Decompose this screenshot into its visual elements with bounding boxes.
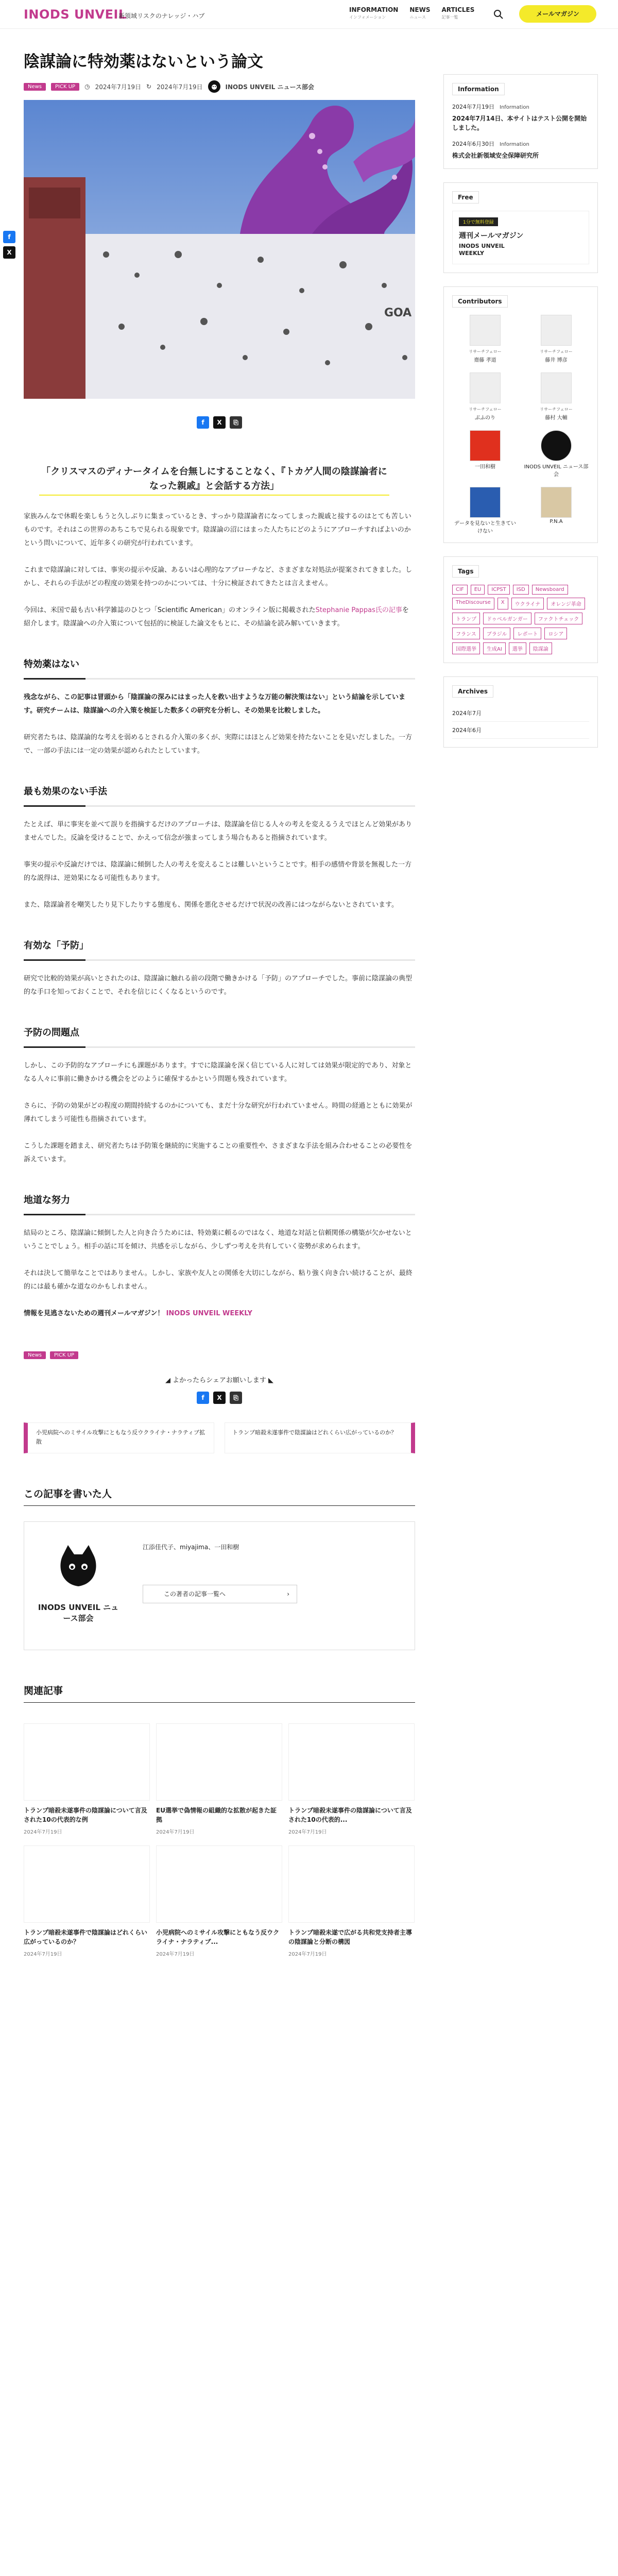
related-title: EU選挙で偽情報の組織的な拡散が起きた証拠	[156, 1807, 277, 1824]
contributor-photo	[470, 315, 501, 346]
paragraph: しかし、この予防的なアプローチにも課題があります。すでに陰謀論を深く信じている人に対しては効果が限定的であり、対象となる人々に事前に働きかける機会をどのように確保するかという問題も残されています。	[24, 1062, 412, 1083]
tag-link[interactable]: ブラジル	[483, 628, 511, 639]
next-article-link[interactable]: トランプ暗殺未遂事件で陰謀論はどれくらい広がっているのか？	[225, 1422, 415, 1453]
contributor[interactable]	[452, 487, 518, 534]
share-prompt-text: よかったらシェアお願いします	[173, 1377, 266, 1385]
category-tag[interactable]: News	[24, 1351, 46, 1359]
thumbnail	[24, 1845, 150, 1923]
free-badge: 1分で無料登録	[459, 217, 498, 226]
info-title: 株式会社新領域安全保障研究所	[452, 152, 539, 159]
info-date: 2024年6月30日	[452, 141, 494, 147]
tag-link[interactable]: トランプ	[452, 613, 480, 624]
author-avatar	[208, 80, 220, 93]
cta-link[interactable]: INODS UNVEIL WEEKLY	[166, 1310, 252, 1318]
info-date: 2024年7月19日	[452, 104, 494, 110]
contributor[interactable]	[523, 372, 589, 421]
share-section	[24, 1375, 415, 1404]
tag-link[interactable]: ICPST	[488, 585, 509, 595]
refresh-icon: ↻	[146, 83, 152, 91]
contributor[interactable]	[523, 430, 589, 478]
share-bar	[24, 1392, 415, 1404]
prev-next-nav	[24, 1422, 415, 1453]
related-card[interactable]	[24, 1723, 150, 1835]
related-card[interactable]	[288, 1845, 415, 1957]
paragraph: また、陰謀論者を嘲笑したり見下したりする態度も、関係を悪化させるだけで状況の改善にはつながらないとされています。	[24, 901, 398, 909]
box-heading: Contributors	[452, 295, 508, 308]
info-category: Information	[500, 142, 529, 147]
related-date: 2024年7月19日	[24, 1952, 62, 1958]
svg-text:GOA: GOA	[384, 307, 412, 320]
tag-link[interactable]: ファクトチェック	[535, 613, 583, 624]
paragraph: それは決して簡単なことではありません。しかし、家族や友人との関係を大切にしながら、粘り強く向き合い続けることが、最終的には最も確かな道なのかもしれません。	[24, 1269, 413, 1291]
share-bar	[24, 416, 415, 429]
tag-link[interactable]: ドゥベルガンガー	[483, 613, 531, 624]
contributor[interactable]	[523, 487, 589, 534]
nav-sublabel: インフォメーション	[349, 15, 386, 20]
contributor-name: P.N.A	[550, 518, 563, 524]
contributor-photo	[541, 487, 572, 518]
box-heading: Tags	[452, 565, 479, 578]
contributor-role: リサーチフェロー	[469, 349, 502, 354]
box-heading: Free	[452, 191, 479, 204]
related-heading: 関連記事	[24, 1683, 415, 1703]
newsletter-banner[interactable]	[452, 211, 589, 264]
related-date: 2024年7月19日	[288, 1829, 327, 1836]
author-avatar	[50, 1537, 107, 1594]
copy-link-icon[interactable]: ⎘	[230, 1392, 242, 1404]
tag-link[interactable]: 陰謀論	[529, 642, 552, 654]
related-title: 小児病院へのミサイル攻撃にともなう反ウクライナ・ナラティブ...	[156, 1929, 280, 1946]
facebook-share-icon[interactable]: f	[3, 231, 15, 243]
author-box-name[interactable]: INODS UNVEIL ニュース部会	[38, 1603, 119, 1623]
nav-news[interactable]	[409, 6, 430, 20]
contributor-name: INODS UNVEIL ニュース部会	[524, 464, 589, 478]
article-title: 陰謀論に特効薬はないという論文	[24, 53, 263, 71]
hero-image	[24, 100, 415, 399]
tag-link[interactable]: オレンジ革命	[547, 598, 585, 609]
contributor[interactable]	[452, 372, 518, 421]
related-title: トランプ暗殺未遂で広がる共和党支持者主導の陰謀論と分断の構図	[288, 1929, 413, 1946]
related-title: トランプ暗殺未遂事件の陰謀論について言及された10の代表的...	[288, 1807, 412, 1824]
article-body	[24, 510, 415, 1320]
article-lead: 「クリスマスのディナータイムを台無しにすることなく、『トカゲ人間の陰謀論者になった親戚』と会話する方法」	[39, 465, 389, 496]
contributor-photo	[541, 315, 572, 346]
contributor-role: リサーチフェロー	[540, 349, 573, 354]
paragraph: これまで陰謀論に対しては、事実の提示や反論、あるいは心理的なアプローチなど、さまざまな対処法が提案されてきました。しかし、それらの手法がどの程度の効果を持つのかについては、十分に検証されてきたとは言えません。	[24, 566, 413, 588]
updated-date: 2024年7月19日	[157, 83, 203, 91]
contributor-name: ぶふのり	[475, 415, 495, 421]
thumbnail	[156, 1845, 282, 1923]
related-card[interactable]	[156, 1723, 282, 1835]
text-run: 今回は、米国で最も古い科学雑誌のひとつ「Scientific American」のオンライン版に掲載された	[24, 606, 316, 615]
nav-label: INFORMATION	[349, 6, 399, 13]
mail-magazine-button[interactable]: メールマガジン	[519, 5, 596, 23]
info-title: 2024年7月14日、本サイトはテスト公開を開始しました。	[452, 115, 587, 131]
category-tag[interactable]: PICK UP	[50, 1351, 78, 1359]
nav-sublabel: ニュース	[409, 15, 426, 20]
article-meta	[24, 80, 415, 93]
tag-cloud	[452, 585, 589, 654]
x-share-icon[interactable]: X	[3, 246, 15, 259]
related-title: トランプ暗殺未遂事件の陰謀論について言及された10の代表的な例	[24, 1807, 147, 1824]
contributor-role: リサーチフェロー	[540, 406, 573, 412]
tag-link[interactable]: フランス	[452, 628, 480, 639]
contributor-photo	[470, 430, 501, 461]
info-item[interactable]	[452, 140, 589, 160]
tag-link[interactable]: CIF	[452, 585, 468, 595]
thumbnail	[288, 1723, 415, 1801]
site-tagline: 新領域リスクのナレッジ・ハブ	[118, 12, 205, 20]
section-heading: 地道な努力	[24, 1191, 415, 1215]
author-name[interactable]: INODS UNVEIL ニュース部会	[225, 83, 314, 91]
author-members: 江添佳代子、miyajima、一田和樹	[143, 1544, 239, 1551]
published-date: 2024年7月19日	[95, 83, 142, 91]
nav-label: NEWS	[409, 6, 431, 13]
paragraph: たとえば、単に事実を並べて誤りを指摘するだけのアプローチは、陰謀論を信じる人々の考えを変えるうえでほとんど効果がありませんでした。反論を受けることで、かえって信念が強まってしまう場合もあると指摘されています。	[24, 821, 413, 842]
clock-icon: ◷	[84, 83, 90, 91]
tag-link[interactable]: 生成AI	[483, 642, 506, 654]
section-heading: 有効な「予防」	[24, 937, 415, 961]
main-nav	[349, 6, 474, 20]
information-box	[443, 74, 598, 169]
chevron-right-icon: ›	[287, 1590, 289, 1598]
info-category: Information	[500, 105, 529, 110]
category-tag[interactable]: PICK UP	[51, 83, 79, 91]
sidebar	[443, 74, 598, 761]
contributors-box	[443, 286, 598, 543]
related-card[interactable]	[24, 1845, 150, 1957]
category-tag[interactable]: News	[24, 83, 46, 91]
tag-link[interactable]: ウクライナ	[511, 598, 544, 609]
author-articles-button-label: この著者の記事一覧へ	[164, 1590, 226, 1598]
tag-link[interactable]: ISD	[513, 585, 529, 595]
related-date: 2024年7月19日	[288, 1952, 327, 1958]
tag-link[interactable]: 国際選挙	[452, 642, 480, 654]
archive-link[interactable]: 2024年6月	[452, 722, 589, 739]
section-heading: 最も効果のない手法	[24, 783, 415, 807]
article-tags	[24, 1351, 415, 1359]
related-card[interactable]	[156, 1845, 282, 1957]
contributor-name: 一田和樹	[475, 464, 495, 470]
nav-label: ARTICLES	[441, 6, 475, 13]
facebook-share-icon[interactable]: f	[197, 416, 209, 429]
box-heading: Archives	[452, 685, 493, 698]
source-link[interactable]: Stephanie Pappas氏の記事	[315, 606, 402, 615]
tag-link[interactable]: Newsboard	[532, 585, 568, 595]
section-heading: 予防の問題点	[24, 1024, 415, 1048]
box-heading: Information	[452, 83, 505, 95]
contributor-name: データを見ないと生きていけない	[454, 520, 516, 534]
contributor-name: 齋藤 孝道	[474, 357, 496, 363]
related-date: 2024年7月19日	[156, 1829, 195, 1836]
newsletter-cta	[24, 1307, 415, 1320]
related-grid	[24, 1723, 415, 1957]
contributor-role: リサーチフェロー	[469, 406, 502, 412]
free-box	[443, 182, 598, 273]
paragraph: さらに、予防の効果がどの程度の期間持続するのかについても、まだ十分な研究が行われていません。時間の経過とともに効果が薄れてしまう可能性も指摘されています。	[24, 1102, 413, 1124]
paragraph: 残念ながら、この記事は冒頭から「陰謀論の深みにはまった人を救い出すような万能の解決策はない」という結論を示しています。研究チームは、陰謀論への介入策を検証した数多くの研究を分析し、その効果を比較しました。	[24, 693, 406, 715]
prev-article-link[interactable]: 小児病院へのミサイル攻撃にともなう反ウクライナ・ナラティブ拡散	[24, 1422, 214, 1453]
cta-text: 情報を見逃さないための週刊メールマガジン！	[24, 1310, 164, 1318]
contributor[interactable]	[452, 430, 518, 478]
facebook-share-icon[interactable]: f	[197, 1392, 209, 1404]
text-run: を紹介します。陰謀論への介入策について包括的に検証した論文をもとに、その結論を読み解いていきます。	[24, 606, 409, 628]
share-prompt: ◢ よかったらシェアお願いします ◣	[165, 1377, 274, 1385]
archive-link[interactable]: 2024年7月	[452, 705, 589, 722]
related-title: トランプ暗殺未遂事件で陰謀論はどれくらい広がっているのか？	[24, 1929, 148, 1946]
paragraph: 結局のところ、陰謀論に傾倒した人と向き合うためには、特効薬に頼るのではなく、地道な対話と信頼関係の構築が欠かせないということでしょう。相手の話に耳を傾け、共感を示しながら、少しずつ考えを共有していく姿勢が求められます。	[24, 1229, 412, 1251]
paragraph: 研究者たちは、陰謀論的な考えを弱めるとされる介入策の多くが、実際にはほとんど効果を持たないことを見いだしました。一方で、一部の手法には一定の効果が認められたとしています。	[24, 734, 413, 755]
tag-link[interactable]: TheDiscourse	[452, 598, 494, 609]
contributor-photo	[470, 372, 501, 403]
archives-box	[443, 676, 598, 748]
contributors-grid	[452, 315, 589, 534]
tags-box	[443, 556, 598, 663]
copy-link-icon[interactable]: ⎘	[230, 416, 242, 429]
tag-link[interactable]: ロシア	[544, 628, 567, 639]
paragraph: こうした課題を踏まえ、研究者たちは予防策を継続的に実施することの重要性や、さまざまな手法を組み合わせることの必要性を訴えています。	[24, 1142, 413, 1164]
author-section-heading: この記事を書いた人	[24, 1486, 415, 1506]
paragraph: 研究で比較的効果が高いとされたのは、陰謀論に触れる前の段階で働きかける「予防」のアプローチでした。事前に陰謀論の典型的な手口を知っておくことで、それを信じにくくなるというのです。	[24, 975, 413, 996]
tag-link[interactable]: X	[497, 598, 508, 609]
site-header	[0, 0, 618, 29]
nav-articles[interactable]	[441, 6, 474, 20]
site-logo[interactable]: INODS UNVEIL	[24, 7, 127, 22]
tag-link[interactable]: レポート	[513, 628, 541, 639]
info-item[interactable]	[452, 103, 589, 132]
section-heading: 特効薬はない	[24, 655, 415, 680]
promo-title: 週刊メールマガジン	[459, 232, 524, 240]
x-share-icon[interactable]: X	[213, 416, 226, 429]
author-box	[24, 1521, 415, 1650]
paragraph	[24, 604, 415, 631]
promo-brand: INODS UNVEIL WEEKLY	[459, 243, 505, 257]
contributor-name: 藤井 博彦	[545, 357, 568, 363]
author-articles-button[interactable]	[143, 1585, 297, 1603]
contributor-name: 藤村 大輔	[545, 415, 568, 421]
thumbnail	[156, 1723, 282, 1801]
thumbnail	[288, 1845, 415, 1923]
nav-sublabel: 記事一覧	[441, 15, 458, 20]
related-date: 2024年7月19日	[156, 1952, 195, 1958]
floating-share	[3, 231, 15, 259]
paragraph: 事実の提示や反論だけでは、陰謀論に傾倒した人の考えを変えることは難しいということです。相手の感情や背景を無視した一方的な説得は、逆効果になる可能性もあります。	[24, 861, 411, 883]
tag-link[interactable]: 選挙	[509, 642, 526, 654]
contributor[interactable]	[523, 315, 589, 363]
search-icon[interactable]	[493, 9, 504, 20]
contributor-photo	[470, 487, 501, 518]
paragraph: 家族みんなで休暇を楽しもうと久しぶりに集まっているとき、すっかり陰謀論者になってしまった親戚と接するのはとても苦しいものです。それはこの世界のあちこちで見られる現象です。陰謀論の沼にはまった人たちにどのようにアプローチすればよいのかという問いについて、近年多くの研究が行われています。	[24, 513, 411, 548]
x-share-icon[interactable]: X	[213, 1392, 226, 1404]
contributor-photo	[541, 372, 572, 403]
contributor[interactable]	[452, 315, 518, 363]
article-main	[24, 52, 415, 1957]
nav-information[interactable]	[349, 6, 398, 20]
thumbnail	[24, 1723, 150, 1801]
tag-link[interactable]: EU	[471, 585, 485, 595]
contributor-photo	[541, 430, 572, 461]
related-date: 2024年7月19日	[24, 1829, 62, 1836]
related-card[interactable]	[288, 1723, 415, 1835]
